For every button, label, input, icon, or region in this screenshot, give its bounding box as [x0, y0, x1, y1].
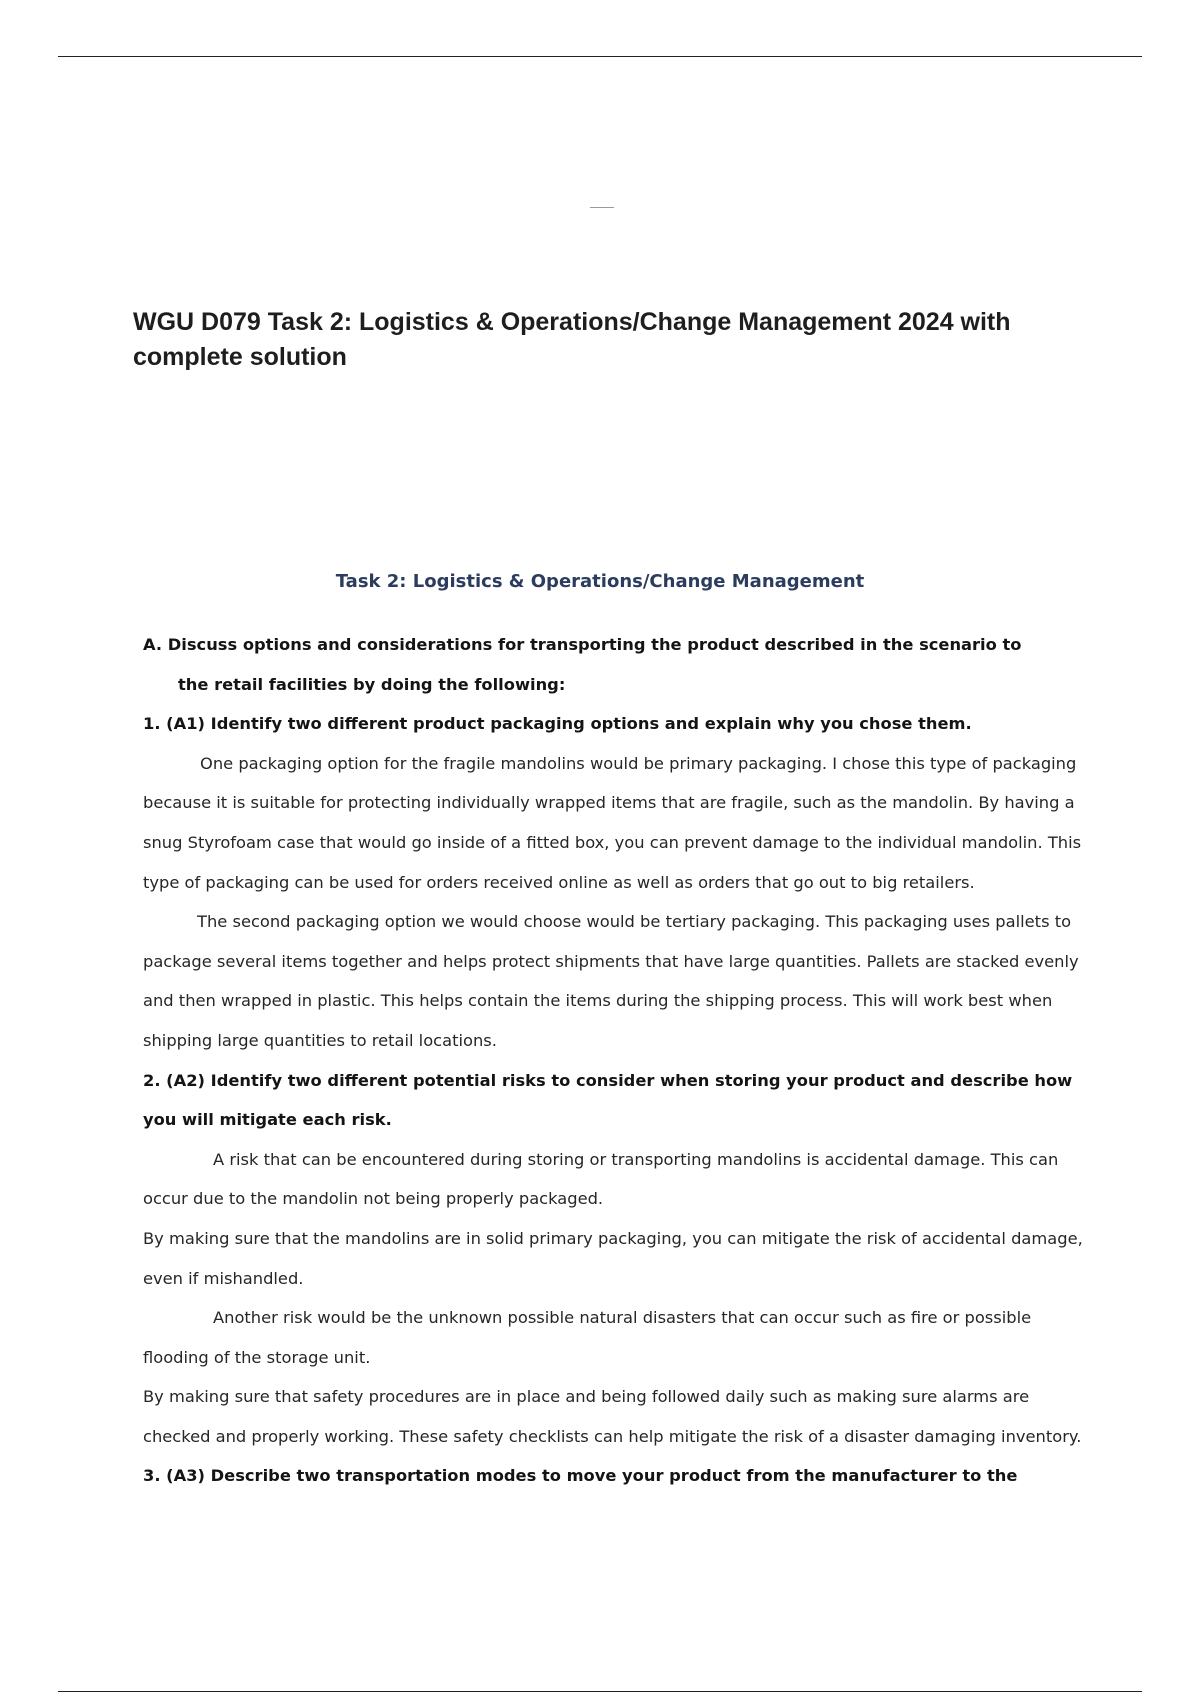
- a1-answer-paragraph-1: One packaging option for the fragile mandolins would be primary packaging. I chose this type of packaging because it is suitable for protecting individually wrapped items that are fragile, such as the mandolin. By having a snug Styrofoam case that would go inside of a fitted box, you can prevent damage to the individual mandolin. This type of packaging can be used for orders received online as well as orders that go out to big retailers.: [143, 753, 1082, 892]
- section-a-prompt-line1: A. Discuss options and considerations for transporting the product described in the scenario to: [143, 635, 1022, 654]
- a3-question: 3. (A3) Describe two transportation modes to move your product from the manufacturer to the: [143, 1466, 1018, 1486]
- task-heading: Task 2: Logistics & Operations/Change Management: [335, 571, 865, 592]
- section-a-prompt-line2: the retail facilities by doing the following:: [178, 674, 566, 694]
- document-title: WGU D079 Task 2: Logistics & Operations/Change Management 2024 with complete solution: [133, 308, 1011, 371]
- a1-answer-paragraph-2: The second packaging option we would choose would be tertiary packaging. This packaging uses pallets to package several items together and helps protect shipments that have large quantities. Pallets are stacked evenly and then wrapped in plastic. This helps contain the items during the shipping process. This will work best when shipping large quantities to retail locations.: [143, 912, 1079, 1050]
- bottom-rule: [58, 1691, 1142, 1692]
- a2-risk-2: Another risk would be the unknown possible natural disasters that can occur such as fire or possible flooding of the storage unit.: [143, 1308, 1032, 1367]
- a2-mitigation-2: By making sure that safety procedures are in place and being followed daily such as making sure alarms are checked and properly working. These safety checklists can help mitigate the risk of a disaster damaging inventory.: [143, 1387, 1082, 1446]
- a2-question: 2. (A2) Identify two different potential risks to consider when storing your product and describe how you will mitigate each risk.: [143, 1070, 1073, 1130]
- center-mark: [590, 207, 614, 208]
- document-body: [143, 625, 1083, 1496]
- section-a-prompt: [143, 625, 1083, 704]
- a1-question: 1. (A1) Identify two different product packaging options and explain why you chose them.: [143, 714, 972, 734]
- a2-mitigation-1: By making sure that the mandolins are in solid primary packaging, you can mitigate the risk of accidental damage, even if mishandled.: [143, 1228, 1083, 1288]
- top-rule: [58, 56, 1142, 57]
- a2-risk-1: A risk that can be encountered during storing or transporting mandolins is accidental damage. This can occur due to the mandolin not being properly packaged.: [143, 1149, 1059, 1209]
